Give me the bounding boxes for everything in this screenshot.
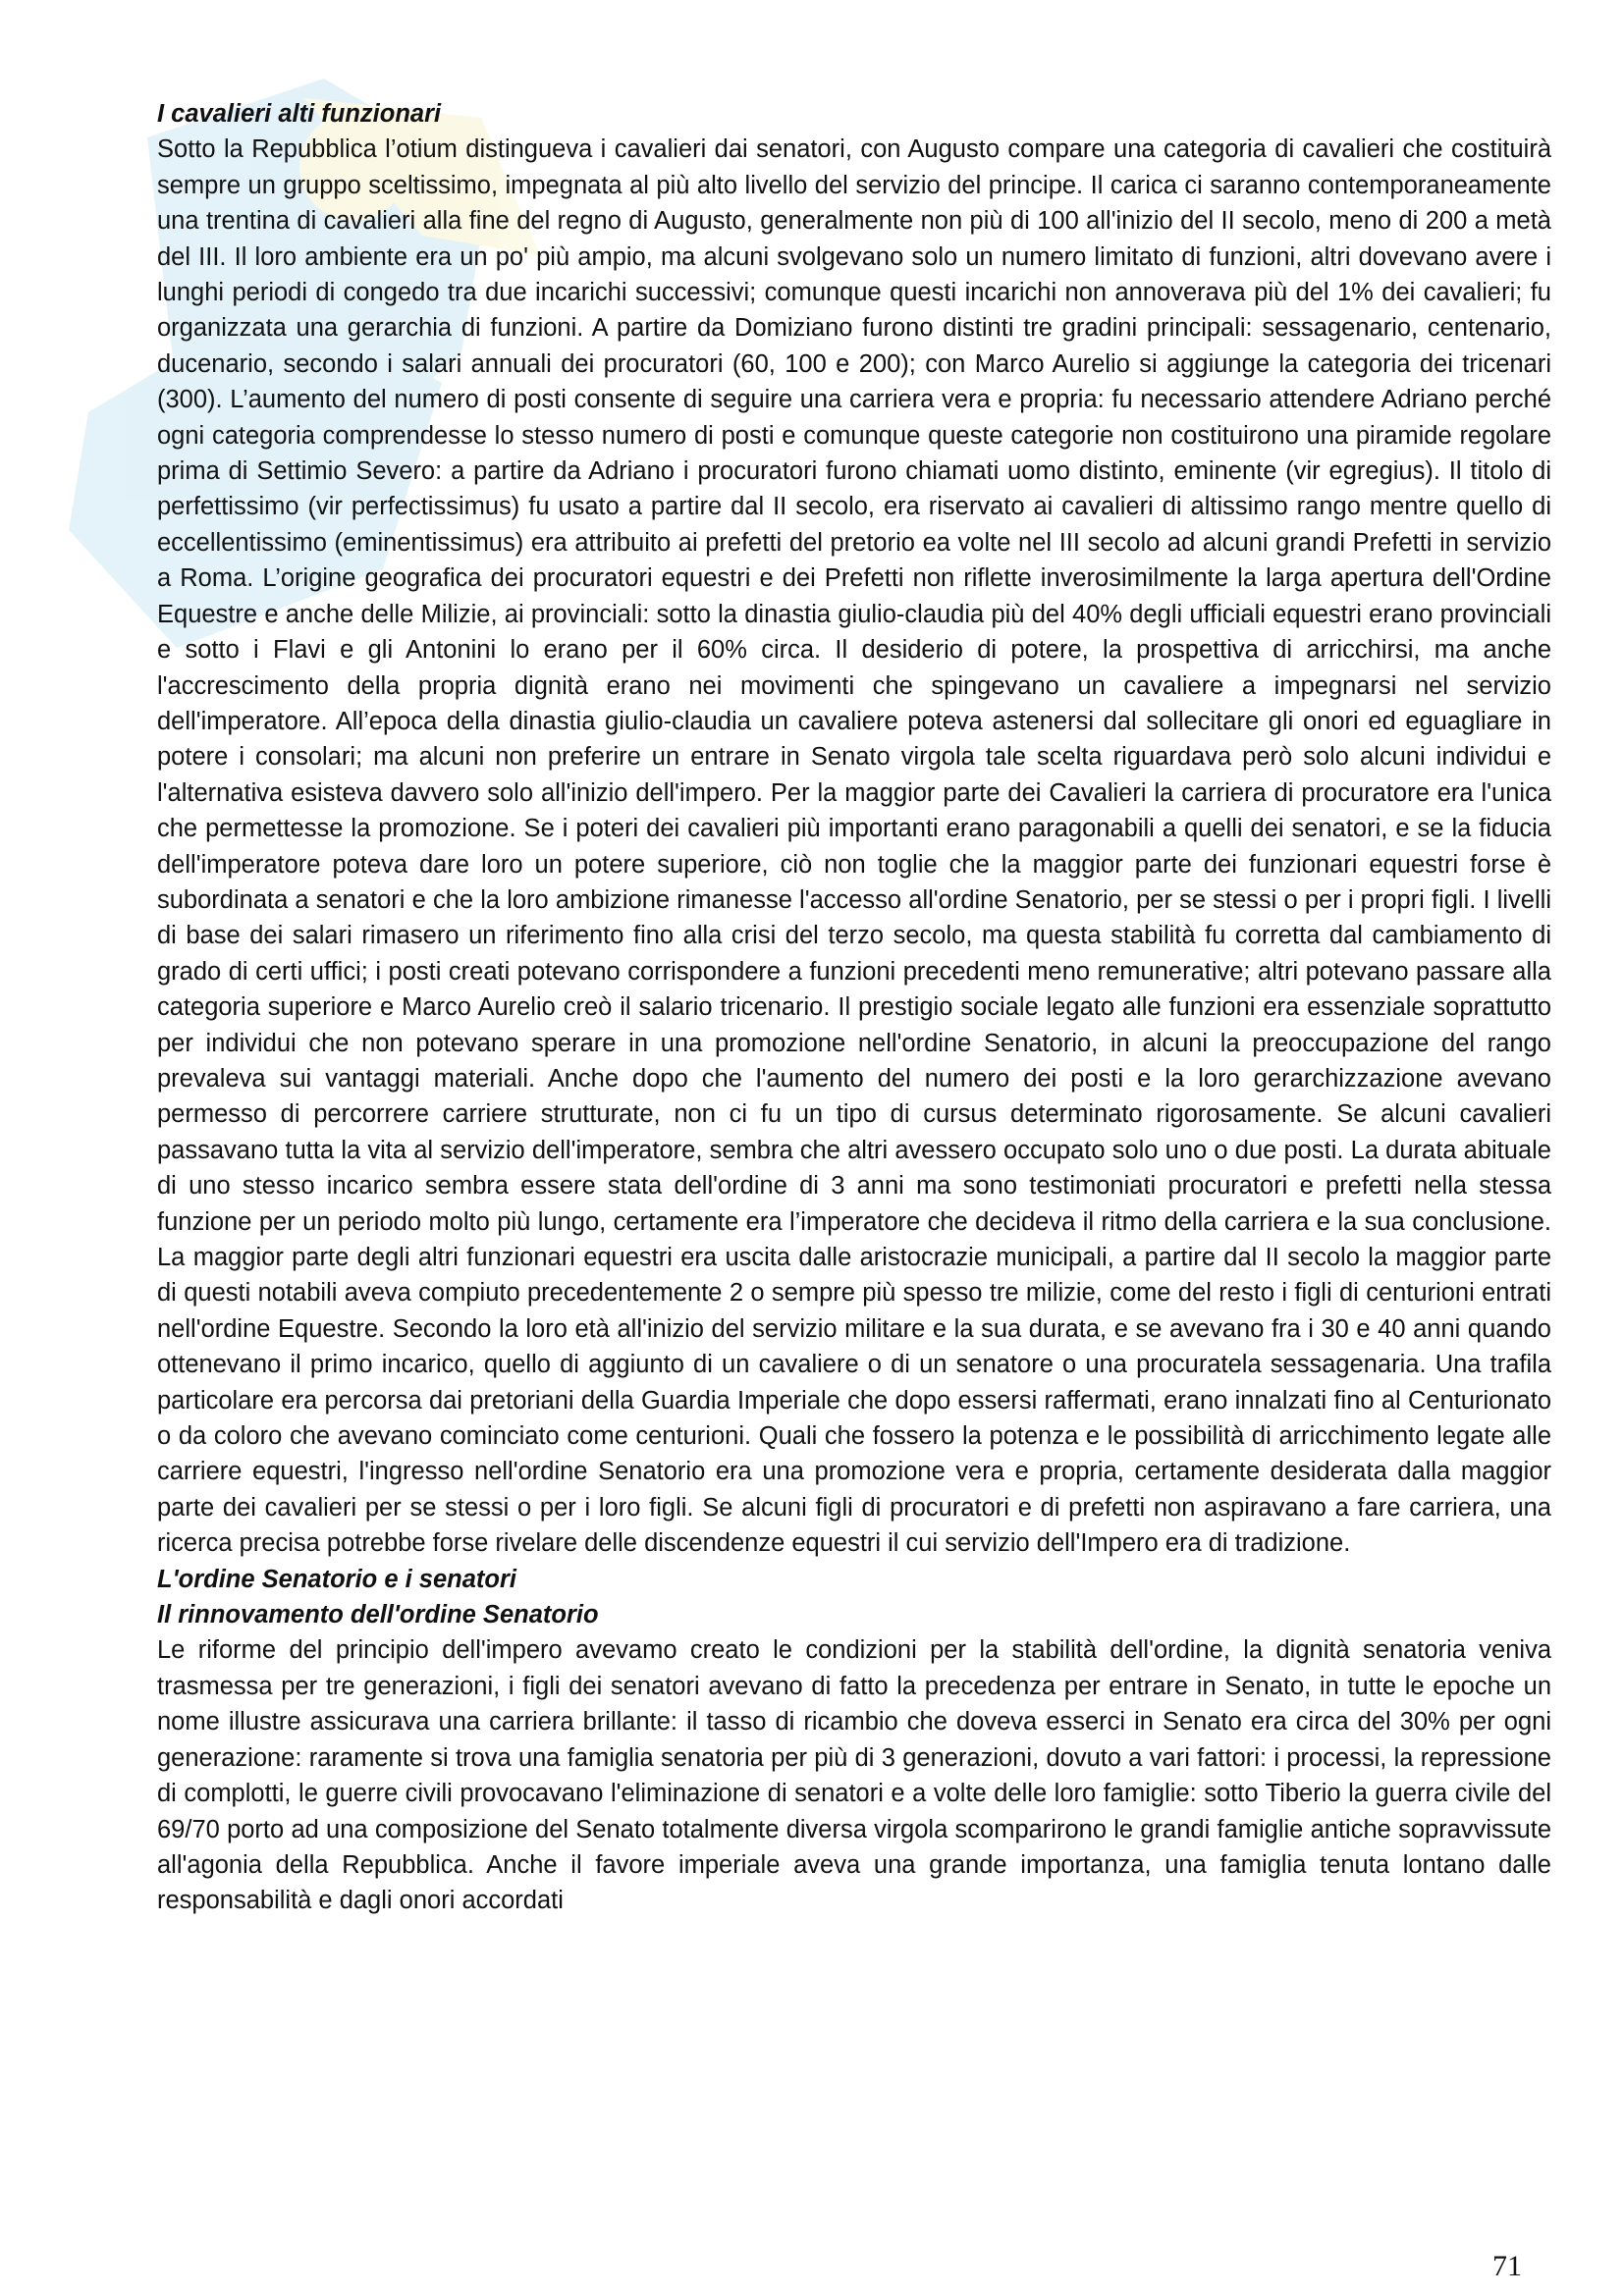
paragraph-rinnovamento: Le riforme del principio dell'impero avevamo creato le condizioni per la stabilità dell'ordine, la dignità senatoria veniva trasmessa per tre generazioni, i figli dei senatori avevano di fatto la precedenza per entrare in Senato, in tutte le epoche un nome illustre assicurava una carriera brillante: il tasso di ricambio che doveva esserci in Senato era circa del 30% per ogni generazione: raramente si trova una famiglia senatoria per più di 3 generazioni, dovuto a vari fattori: i processi, la repressione di complotti, le guerre civili provocavano l'eliminazione di senatori e a volte delle loro famiglie: sotto Tiberio la guerra civile del 69/70 porto ad una composizione del Senato totalmente diversa virgola scomparirono le grandi famiglie antiche sopravvissute all'agonia della Repubblica. Anche il favore imperiale aveva una grande importanza, una famiglia tenuta lontano dalle responsabilità e dagli onori accordati: [157, 1636, 1551, 1915]
document-page: [157, 96, 1551, 1919]
page-number: 71: [1492, 2250, 1522, 2282]
section-heading-rinnovamento: Il rinnovamento dell'ordine Senatorio: [157, 1601, 599, 1629]
paragraph-cavalieri: Sotto la Repubblica l’otium distingueva i cavalieri dai senatori, con Augusto compare una categoria di cavalieri che costituirà sempre un gruppo sceltissimo, impegnata al più alto livello del servizio del principe. Il carica ci saranno contemporaneamente una trentina di cavalieri alla fine del regno di Augusto, generalmente non più di 100 all'inizio del II secolo, meno di 200 a metà del III. Il loro ambiente era un po' più ampio, ma alcuni svolgevano solo un numero limitato di funzioni, altri dovevano avere i lunghi periodi di congedo tra due incarichi successivi; comunque questi incarichi non annoverava più del 1% dei cavalieri; fu organizzata una gerarchia di funzioni. A partire da Domiziano furono distinti tre gradini principali: sessagenario, centenario, ducenario, secondo i salari annuali dei procuratori (60, 100 e 200); con Marco Aurelio si aggiunge la categoria dei tricenari (300). L’aumento del numero di posti consente di seguire una carriera vera e propria: fu necessario attendere Adriano perché ogni categoria comprendesse lo stesso numero di posti e comunque queste categorie non costituirono una piramide regolare prima di Settimio Severo: a partire da Adriano i procuratori furono chiamati uomo distinto, eminente (vir egregius). Il titolo di perfettissimo (vir perfectissimus) fu usato a partire dal II secolo, era riservato ai cavalieri di altissimo rango mentre quello di eccellentissimo (eminentissimus) era attribuito ai prefetti del pretorio ea volte nel III secolo ad alcuni grandi Prefetti in servizio a Roma. L’origine geografica dei procuratori equestri e dei Prefetti non riflette inverosimilmente la larga apertura dell'Ordine Equestre e anche delle Milizie, ai provinciali: sotto la dinastia giulio-claudia più del 40% degli ufficiali equestri erano provinciali e sotto i Flavi e gli Antonini lo erano per il 60% circa. Il desiderio di potere, la prospettiva di arricchirsi, ma anche l'accrescimento della propria dignità erano nei movimenti che spingevano un cavaliere a impegnarsi nel servizio dell'imperatore. All’epoca della dinastia giulio-claudia un cavaliere poteva astenersi dal sollecitare gli onori ed eguagliare in potere i consolari; ma alcuni non preferire un entrare in Senato virgola tale scelta riguardava però solo alcuni individui e l'alternativa esisteva davvero solo all'inizio dell'impero. Per la maggior parte dei Cavalieri la carriera di procuratore era l'unica che permettesse la promozione. Se i poteri dei cavalieri più importanti erano paragonabili a quelli dei senatori, e se la fiducia dell'imperatore poteva dare loro un potere superiore, ciò non toglie che la maggior parte dei funzionari equestri forse è subordinata a senatori e che la loro ambizione rimanesse l'accesso all'ordine Senatorio, per se stessi o per i propri figli. I livelli di base dei salari rimasero un riferimento fino alla crisi del terzo secolo, ma questa stabilità fu corretta dal cambiamento di grado di certi uffici; i posti creati potevano corrispondere a funzioni precedenti meno remunerative; altri potevano passare alla categoria superiore e Marco Aurelio creò il salario tricenario. Il prestigio sociale legato alle funzioni era essenziale soprattutto per individui che non potevano sperare in una promozione nell'ordine Senatorio, in alcuni la preoccupazione del rango prevaleva sui vantaggi materiali. Anche dopo che l'aumento del numero dei posti e la loro gerarchizzazione avevano permesso di percorrere carriere strutturate, non ci fu un tipo di cursus determinato rigorosamente. Se alcuni cavalieri passavano tutta la vita al servizio dell'imperatore, sembra che altri avessero occupato solo uno o due posti. La durata abituale di uno stesso incarico sembra essere stata dell'ordine di 3 anni ma sono testimoniati procuratori e prefetti nella stessa funzione per un periodo molto più lungo, certamente era l’imperatore che decideva il ritmo della carriera e la sua conclusione. La maggior parte degli altri funzionari equestri era uscita dalle aristocrazie municipali, a partire dal II secolo la maggior parte di questi notabili aveva compiuto precedentemente 2 o sempre più spesso tre milizie, come del resto i figli di centurioni entrati nell'ordine Equestre. Secondo la loro età all'inizio del servizio militare e la sua durata, e se avevano fra i 30 e 40 anni quando ottenevano il primo incarico, quello di aggiunto di un cavaliere o di un senatore o una procuratela sessagenaria. Una trafila particolare era percorsa dai pretoriani della Guardia Imperiale che dopo essersi raffermati, erano innalzati fino al Centurionato o da coloro che avevano cominciato come centurioni. Quali che fossero la potenza e le possibilità di arricchimento legate alle carriere equestri, l'ingresso nell'ordine Senatorio era una promozione vera e propria, certamente desiderata dalla maggior parte dei cavalieri per se stessi o per i loro figli. Se alcuni figli di procuratori e di prefetti non aspiravano a fare carriera, una ricerca precisa potrebbe forse rivelare delle discendenze equestri il cui servizio dell'Impero era di tradizione.: [157, 135, 1551, 1558]
section-heading-ordine-senatorio: L'ordine Senatorio e i senatori: [157, 1565, 516, 1593]
section-heading-cavalieri: I cavalieri alti funzionari: [157, 100, 442, 128]
